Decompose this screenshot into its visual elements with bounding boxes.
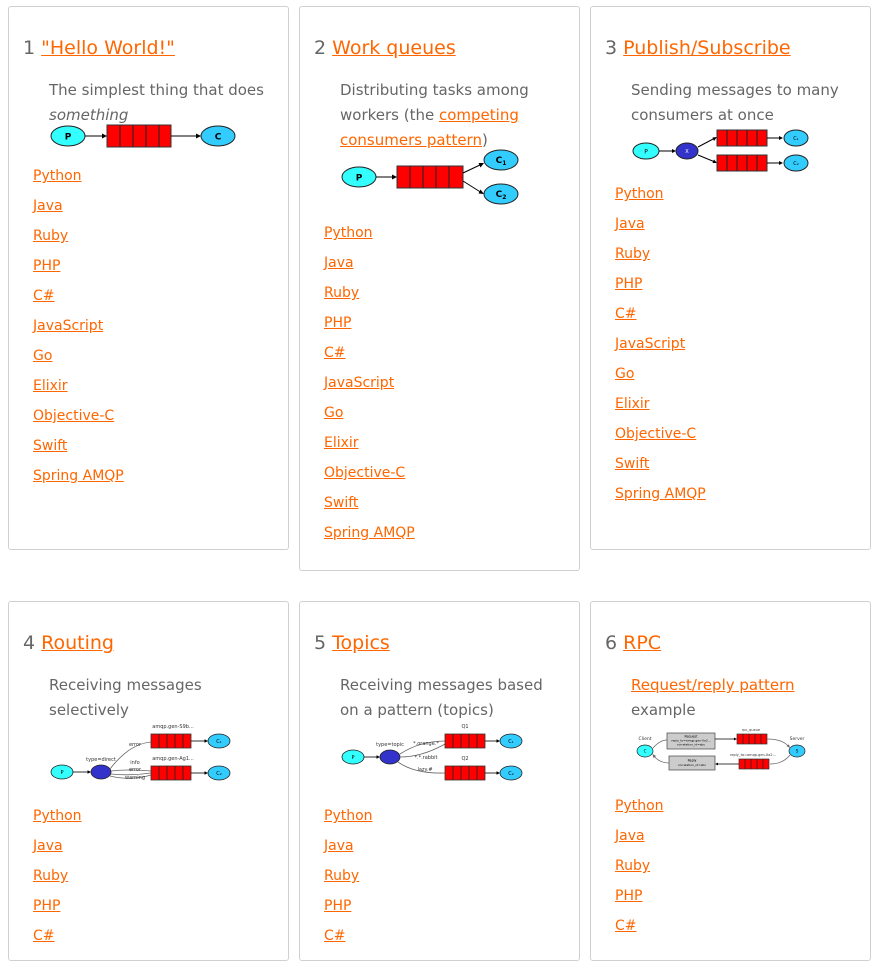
consumer-label: C₁ bbox=[793, 136, 799, 142]
language-link[interactable]: JavaScript bbox=[33, 318, 104, 334]
tutorial-number: 5 bbox=[314, 632, 327, 654]
language-list bbox=[615, 796, 664, 946]
language-link[interactable]: Ruby bbox=[615, 246, 651, 262]
language-link[interactable]: Java bbox=[324, 255, 354, 271]
list-item bbox=[33, 926, 82, 956]
language-link[interactable]: Swift bbox=[324, 495, 359, 511]
language-link[interactable]: Objective-C bbox=[615, 426, 697, 442]
list-item bbox=[33, 226, 124, 256]
tutorial-description: Receiving messages selectively bbox=[49, 676, 202, 719]
list-item bbox=[324, 493, 415, 523]
list-item bbox=[33, 286, 124, 316]
binding-key-label: warning bbox=[124, 775, 146, 781]
svg-text:reply_to=amqp.gen-Xa2...: reply_to=amqp.gen-Xa2... bbox=[671, 738, 711, 743]
language-link[interactable]: Ruby bbox=[615, 858, 651, 874]
binding-key-label: *.orange.* bbox=[413, 741, 439, 747]
producer-label: P bbox=[351, 755, 355, 761]
queue-name-label: Q2 bbox=[461, 756, 469, 762]
list-item bbox=[615, 244, 706, 274]
language-link[interactable]: Spring AMQP bbox=[33, 468, 124, 484]
producer-label: P bbox=[60, 770, 64, 776]
tutorial-number: 3 bbox=[605, 37, 618, 59]
svg-text:correlation_id=abc: correlation_id=abc bbox=[677, 763, 707, 767]
binding-key-label: lazy.# bbox=[417, 767, 433, 773]
language-link[interactable]: PHP bbox=[33, 898, 61, 914]
description-text: example bbox=[631, 701, 696, 719]
list-item bbox=[33, 866, 82, 896]
language-link[interactable]: Java bbox=[615, 828, 645, 844]
list-item bbox=[324, 283, 415, 313]
tutorial-description bbox=[340, 78, 555, 153]
competing-consumers-link[interactable]: competing consumers pattern bbox=[340, 106, 519, 149]
language-link[interactable]: Elixir bbox=[33, 378, 68, 394]
queue-icon bbox=[717, 130, 767, 146]
language-link[interactable]: Ruby bbox=[324, 868, 360, 884]
list-item bbox=[33, 466, 124, 496]
list-item bbox=[324, 463, 415, 493]
rpc-diagram bbox=[635, 726, 811, 776]
tutorial-title-link[interactable]: Work queues bbox=[332, 37, 456, 59]
producer-label: P bbox=[644, 148, 648, 156]
language-link[interactable]: C# bbox=[324, 928, 346, 944]
list-item bbox=[33, 836, 82, 866]
language-link[interactable]: Elixir bbox=[324, 435, 359, 451]
rpc-queue-label: rpc_queue bbox=[741, 728, 761, 732]
tutorial-title-link[interactable]: Routing bbox=[41, 632, 114, 654]
language-link[interactable]: Elixir bbox=[615, 396, 650, 412]
list-item bbox=[324, 373, 415, 403]
language-link[interactable]: Objective-C bbox=[33, 408, 115, 424]
producer-label: P bbox=[64, 132, 72, 143]
list-item bbox=[33, 196, 124, 226]
list-item bbox=[615, 886, 664, 916]
language-list bbox=[33, 806, 82, 956]
list-item bbox=[33, 436, 124, 466]
list-item bbox=[615, 274, 706, 304]
queue-name-label: amqp.gen-S9b... bbox=[152, 724, 194, 730]
language-link[interactable]: Spring AMQP bbox=[324, 525, 415, 541]
request-box bbox=[667, 733, 715, 749]
list-item bbox=[615, 796, 664, 826]
exchange-node bbox=[380, 750, 400, 764]
language-link[interactable]: C# bbox=[33, 928, 55, 944]
language-link[interactable]: Go bbox=[33, 348, 53, 364]
list-item bbox=[615, 454, 706, 484]
consumer-label: C₁ bbox=[216, 739, 222, 745]
language-link[interactable]: Python bbox=[33, 168, 82, 184]
description-text: ) bbox=[481, 131, 488, 149]
tutorial-title bbox=[605, 632, 661, 654]
routing-diagram bbox=[49, 719, 239, 785]
tutorial-number: 2 bbox=[314, 37, 327, 59]
language-link[interactable]: Ruby bbox=[33, 868, 69, 884]
binding-key-label: error bbox=[128, 742, 142, 748]
language-link[interactable]: C# bbox=[33, 288, 55, 304]
list-item bbox=[615, 424, 706, 454]
list-item bbox=[615, 394, 706, 424]
tutorial-title-link[interactable]: RPC bbox=[623, 632, 662, 654]
list-item bbox=[33, 896, 82, 926]
svg-text:Reply: Reply bbox=[687, 758, 697, 763]
tutorial-title bbox=[23, 37, 175, 59]
consumer-label: C₁ bbox=[508, 739, 514, 745]
consumer-label: C bbox=[214, 132, 222, 143]
list-item bbox=[615, 826, 664, 856]
list-item bbox=[33, 256, 124, 286]
language-link[interactable]: Java bbox=[33, 838, 63, 854]
language-link[interactable]: Go bbox=[615, 366, 635, 382]
binding-key-label: *.*.rabbit bbox=[414, 755, 438, 761]
list-item bbox=[324, 806, 373, 836]
list-item bbox=[33, 346, 124, 376]
reply-queue-label: reply_to=amqp.gen-Xa2... bbox=[730, 753, 776, 757]
consumer-label: $C_2$ bbox=[495, 190, 507, 201]
tutorial-description: Sending messages to many consumers at once bbox=[631, 81, 839, 124]
queue-name-label: Q1 bbox=[461, 724, 469, 730]
list-item bbox=[324, 253, 415, 283]
tutorial-description: Receiving messages based on a pattern (topics) bbox=[340, 676, 543, 719]
tutorial-title bbox=[314, 632, 390, 654]
language-list bbox=[615, 184, 706, 514]
list-item bbox=[33, 166, 124, 196]
language-list bbox=[33, 166, 124, 496]
tutorial-title bbox=[23, 632, 114, 654]
exchange-type-label: type=direct bbox=[86, 757, 116, 763]
language-link[interactable]: PHP bbox=[324, 898, 352, 914]
exchange-type-label: type=topic bbox=[376, 742, 404, 748]
list-item bbox=[615, 916, 664, 946]
queue-icon bbox=[151, 734, 191, 748]
language-link[interactable]: Spring AMQP bbox=[615, 486, 706, 502]
client-node-label: C bbox=[643, 748, 647, 754]
tutorial-card-publish-subscribe bbox=[590, 6, 871, 550]
language-link[interactable]: JavaScript bbox=[615, 336, 686, 352]
list-item bbox=[324, 223, 415, 253]
tutorial-title bbox=[605, 37, 791, 59]
queue-icon bbox=[397, 166, 463, 188]
list-item bbox=[615, 364, 706, 394]
language-link[interactable]: Objective-C bbox=[324, 465, 406, 481]
list-item bbox=[33, 806, 82, 836]
language-link[interactable]: Java bbox=[324, 838, 354, 854]
tutorial-card-topics bbox=[299, 601, 580, 961]
list-item bbox=[324, 896, 373, 926]
language-link[interactable]: JavaScript bbox=[324, 375, 395, 391]
consumer-label: C₂ bbox=[216, 771, 222, 777]
list-item bbox=[615, 484, 706, 514]
queue-icon bbox=[737, 734, 767, 744]
consumer-label: C₂ bbox=[793, 161, 799, 167]
reply-box bbox=[669, 756, 715, 770]
list-item bbox=[324, 523, 415, 553]
language-link[interactable]: Swift bbox=[615, 456, 650, 472]
list-item bbox=[615, 334, 706, 364]
language-link[interactable]: C# bbox=[615, 306, 637, 322]
queue-icon bbox=[107, 125, 171, 147]
consumer-label: $C_1$ bbox=[495, 156, 507, 167]
tutorial-number: 4 bbox=[23, 632, 36, 654]
list-item bbox=[33, 376, 124, 406]
list-item bbox=[324, 433, 415, 463]
tutorial-title-link[interactable]: "Hello World!" bbox=[41, 37, 175, 59]
server-label: Server bbox=[789, 737, 805, 742]
language-link[interactable]: C# bbox=[324, 345, 346, 361]
list-item bbox=[615, 214, 706, 244]
tutorial-card-work-queues bbox=[299, 6, 580, 571]
language-link[interactable]: Python bbox=[33, 808, 82, 824]
language-link[interactable]: PHP bbox=[33, 258, 61, 274]
list-item bbox=[33, 316, 124, 346]
exchange-node bbox=[91, 765, 111, 779]
tutorial-description bbox=[49, 78, 264, 128]
list-item bbox=[615, 856, 664, 886]
list-item bbox=[615, 304, 706, 334]
tutorial-card-rpc bbox=[590, 601, 871, 961]
publish-subscribe-diagram bbox=[631, 125, 813, 175]
client-label: Client bbox=[638, 737, 652, 742]
tutorial-title-link[interactable]: Topics bbox=[332, 632, 390, 654]
language-link[interactable]: Python bbox=[324, 225, 373, 241]
consumer-label: C₂ bbox=[508, 771, 514, 777]
svg-text:Request: Request bbox=[684, 734, 698, 739]
description-emphasis: something bbox=[49, 106, 129, 124]
producer-label: P bbox=[355, 173, 363, 184]
language-link[interactable]: Python bbox=[324, 808, 373, 824]
language-link[interactable]: Go bbox=[324, 405, 344, 421]
description-text: Distributing tasks among workers (the bbox=[340, 81, 529, 124]
tutorial-title-link[interactable]: Publish/Subscribe bbox=[623, 37, 791, 59]
language-link[interactable]: Ruby bbox=[324, 285, 360, 301]
tutorial-title bbox=[314, 37, 456, 59]
list-item bbox=[33, 406, 124, 436]
list-item bbox=[615, 184, 706, 214]
language-link[interactable]: PHP bbox=[615, 276, 643, 292]
tutorial-card-hello-world bbox=[8, 6, 289, 550]
svg-text:correlation_id=abc: correlation_id=abc bbox=[676, 742, 706, 747]
exchange-label: X bbox=[685, 149, 689, 155]
queue-icon bbox=[739, 759, 769, 769]
language-link[interactable]: PHP bbox=[615, 888, 643, 904]
language-link[interactable]: PHP bbox=[324, 315, 352, 331]
request-reply-pattern-link[interactable]: Request/reply pattern bbox=[631, 676, 795, 694]
tutorial-number: 1 bbox=[23, 37, 36, 59]
hello-world-diagram bbox=[49, 122, 239, 152]
language-link[interactable]: Java bbox=[33, 198, 63, 214]
work-queues-diagram bbox=[340, 149, 525, 209]
language-list bbox=[324, 223, 415, 553]
list-item bbox=[324, 403, 415, 433]
list-item bbox=[324, 836, 373, 866]
language-link[interactable]: Ruby bbox=[33, 228, 69, 244]
binding-key-label: error bbox=[128, 767, 142, 773]
list-item bbox=[324, 866, 373, 896]
language-link[interactable]: Python bbox=[615, 186, 664, 202]
language-link[interactable]: C# bbox=[615, 918, 637, 934]
queue-name-label: amqp.gen-Ag1... bbox=[152, 756, 194, 762]
binding-key-label: info bbox=[130, 760, 140, 766]
language-list bbox=[324, 806, 373, 956]
language-link[interactable]: Java bbox=[615, 216, 645, 232]
list-item bbox=[324, 313, 415, 343]
queue-icon bbox=[151, 766, 191, 780]
language-link[interactable]: Python bbox=[615, 798, 664, 814]
tutorial-description bbox=[631, 673, 801, 723]
topics-diagram bbox=[340, 719, 530, 785]
queue-icon bbox=[445, 766, 485, 780]
description-text: The simplest thing that does bbox=[49, 81, 264, 99]
list-item bbox=[324, 343, 415, 373]
list-item bbox=[324, 926, 373, 956]
language-link[interactable]: Swift bbox=[33, 438, 68, 454]
server-node-label: S bbox=[795, 748, 799, 754]
queue-icon bbox=[445, 734, 485, 748]
tutorial-number: 6 bbox=[605, 632, 618, 654]
queue-icon bbox=[717, 155, 767, 171]
tutorial-card-routing bbox=[8, 601, 289, 961]
